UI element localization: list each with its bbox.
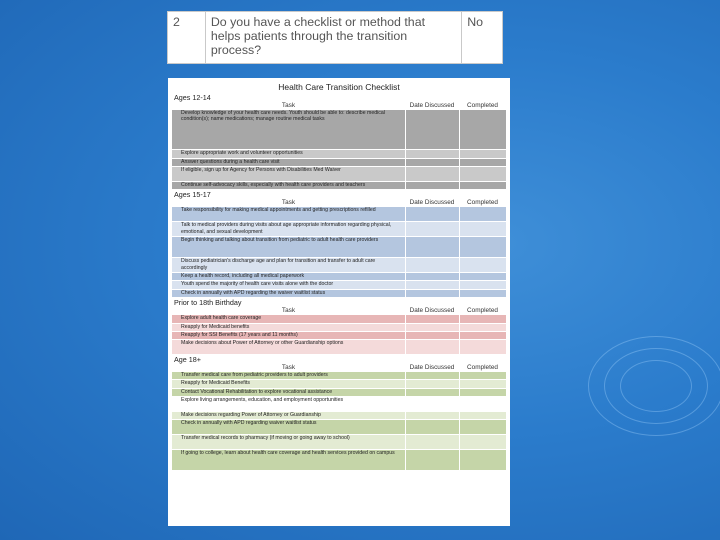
checklist-row bbox=[172, 372, 506, 380]
completed-cell bbox=[459, 450, 506, 470]
checklist-row bbox=[172, 324, 506, 332]
completed-cell bbox=[459, 290, 506, 297]
completed-cell bbox=[459, 435, 506, 449]
checklist-image bbox=[168, 78, 510, 526]
completed-cell bbox=[459, 281, 506, 288]
task-text: If going to college, learn about health care coverage and health services provided on campus bbox=[172, 450, 405, 470]
column-header-task: Task bbox=[281, 199, 296, 207]
completed-cell bbox=[459, 207, 506, 221]
checklist-row bbox=[172, 340, 506, 355]
completed-cell bbox=[459, 389, 506, 396]
question-number: 2 bbox=[168, 12, 206, 63]
completed-cell bbox=[459, 167, 506, 181]
completed-cell bbox=[459, 222, 506, 236]
date-discussed-cell bbox=[405, 420, 459, 434]
checklist-row bbox=[172, 273, 506, 281]
task-text: Begin thinking and talking about transition from pediatric to adult health care providers bbox=[172, 237, 405, 257]
checklist-row bbox=[172, 258, 506, 273]
date-discussed-cell bbox=[405, 110, 459, 149]
task-text: Explore living arrangements, education, and employment opportunities bbox=[172, 397, 405, 411]
completed-cell bbox=[459, 159, 506, 166]
task-text: Keep a health record, including all medical paperwork bbox=[172, 273, 405, 280]
task-text: Check in annually with APD regarding the waiver waitlist status bbox=[172, 290, 405, 297]
checklist-row bbox=[172, 222, 506, 237]
checklist-title: Health Care Transition Checklist bbox=[278, 82, 400, 92]
checklist-row bbox=[172, 281, 506, 289]
completed-cell bbox=[459, 420, 506, 434]
completed-cell bbox=[459, 372, 506, 379]
task-text: Reapply for SSI Benefits (17 years and 11 months) bbox=[172, 332, 405, 339]
completed-cell bbox=[459, 258, 506, 272]
checklist-row bbox=[172, 450, 506, 471]
column-header-date: Date Discussed bbox=[409, 307, 455, 315]
date-discussed-cell bbox=[405, 412, 459, 419]
task-text: Transfer medical records to pharmacy (if moving or going away to school) bbox=[172, 435, 405, 449]
checklist-row bbox=[172, 332, 506, 340]
completed-cell bbox=[459, 380, 506, 387]
checklist-row bbox=[172, 420, 506, 435]
completed-cell bbox=[459, 150, 506, 157]
date-discussed-cell bbox=[405, 372, 459, 379]
task-text: Make decisions about Power of Attorney or other Guardianship options bbox=[172, 340, 405, 354]
task-text: Reapply for Medicaid Benefits bbox=[172, 380, 405, 387]
date-discussed-cell bbox=[405, 340, 459, 354]
date-discussed-cell bbox=[405, 290, 459, 297]
date-discussed-cell bbox=[405, 207, 459, 221]
date-discussed-cell bbox=[405, 237, 459, 257]
completed-cell bbox=[459, 237, 506, 257]
column-header-row bbox=[172, 102, 506, 110]
column-header-row bbox=[172, 199, 506, 207]
date-discussed-cell bbox=[405, 332, 459, 339]
date-discussed-cell bbox=[405, 315, 459, 322]
section-heading: Prior to 18th Birthday bbox=[174, 298, 242, 308]
date-discussed-cell bbox=[405, 435, 459, 449]
date-discussed-cell bbox=[405, 167, 459, 181]
question-answer: No bbox=[467, 15, 484, 29]
checklist-row bbox=[172, 167, 506, 182]
column-header-task: Task bbox=[281, 307, 296, 315]
date-discussed-cell bbox=[405, 380, 459, 387]
task-text: Talk to medical providers during visits about age appropriate information regarding physical, emotional, and sexual development bbox=[172, 222, 405, 236]
checklist-row bbox=[172, 150, 506, 158]
checklist-row bbox=[172, 237, 506, 258]
question-text: Do you have a checklist or method that helps patients through the transition process? bbox=[206, 12, 462, 63]
checklist-row bbox=[172, 207, 506, 222]
checklist-row bbox=[172, 159, 506, 167]
column-header-completed: Completed bbox=[467, 199, 498, 207]
date-discussed-cell bbox=[405, 159, 459, 166]
column-header-date: Date Discussed bbox=[409, 199, 455, 207]
column-header-row bbox=[172, 364, 506, 372]
task-text: Answer questions during a health care visit bbox=[172, 159, 405, 166]
task-text: Reapply for Medicaid benefits bbox=[172, 324, 405, 331]
checklist-row bbox=[172, 389, 506, 397]
task-text: Discuss pediatrician's discharge age and plan for transition and transfer to adult care accordingly bbox=[172, 258, 405, 272]
completed-cell bbox=[459, 324, 506, 331]
date-discussed-cell bbox=[405, 281, 459, 288]
completed-cell bbox=[459, 340, 506, 354]
checklist-row bbox=[172, 412, 506, 420]
date-discussed-cell bbox=[405, 324, 459, 331]
completed-cell bbox=[459, 110, 506, 149]
checklist-row bbox=[172, 435, 506, 450]
task-text: Contact Vocational Rehabilitation to explore vocational assistance bbox=[172, 389, 405, 396]
checklist-row bbox=[172, 110, 506, 150]
checklist-row bbox=[172, 182, 506, 190]
column-header-completed: Completed bbox=[467, 364, 498, 372]
completed-cell bbox=[459, 273, 506, 280]
task-text: Check in annually with APD regarding waiver waitlist status bbox=[172, 420, 405, 434]
date-discussed-cell bbox=[405, 273, 459, 280]
column-header-task: Task bbox=[281, 102, 296, 109]
date-discussed-cell bbox=[405, 389, 459, 396]
task-text: Transfer medical care from pediatric providers to adult providers bbox=[172, 372, 405, 379]
column-header-completed: Completed bbox=[467, 307, 498, 315]
column-header-task: Task bbox=[281, 364, 296, 372]
task-text: Explore adult health care coverage bbox=[172, 315, 405, 322]
checklist-row bbox=[172, 290, 506, 298]
completed-cell bbox=[459, 315, 506, 322]
section-heading: Ages 12-14 bbox=[174, 93, 211, 102]
checklist-sections bbox=[172, 93, 506, 471]
section-heading: Age 18+ bbox=[174, 355, 201, 365]
question-table bbox=[167, 11, 503, 64]
task-text: If eligible, sign up for Agency for Persons with Disabilities Med Waiver bbox=[172, 167, 405, 181]
checklist-row bbox=[172, 380, 506, 388]
task-text: Youth spend the majority of health care visits alone with the doctor bbox=[172, 281, 405, 288]
date-discussed-cell bbox=[405, 150, 459, 157]
column-header-date: Date Discussed bbox=[409, 102, 455, 109]
task-text: Take responsibility for making medical appointments and getting prescriptions refilled bbox=[172, 207, 405, 221]
task-text: Develop knowledge of your health care needs. Youth should be able to: describe medical condition(s); name medications; manage routine medical tasks bbox=[172, 110, 405, 149]
completed-cell bbox=[459, 397, 506, 411]
date-discussed-cell bbox=[405, 182, 459, 189]
checklist-row bbox=[172, 315, 506, 323]
date-discussed-cell bbox=[405, 397, 459, 411]
column-header-row bbox=[172, 307, 506, 315]
task-text: Make decisions regarding Power of Attorney or Guardianship bbox=[172, 412, 405, 419]
column-header-completed: Completed bbox=[467, 102, 498, 109]
completed-cell bbox=[459, 182, 506, 189]
date-discussed-cell bbox=[405, 450, 459, 470]
completed-cell bbox=[459, 332, 506, 339]
task-text: Continue self-advocacy skills, especially with health care providers and teachers bbox=[172, 182, 405, 189]
section-heading: Ages 15-17 bbox=[174, 190, 211, 200]
completed-cell bbox=[459, 412, 506, 419]
task-text: Explore appropriate work and volunteer opportunities bbox=[172, 150, 405, 157]
column-header-date: Date Discussed bbox=[409, 364, 455, 372]
date-discussed-cell bbox=[405, 222, 459, 236]
checklist-row bbox=[172, 397, 506, 412]
date-discussed-cell bbox=[405, 258, 459, 272]
